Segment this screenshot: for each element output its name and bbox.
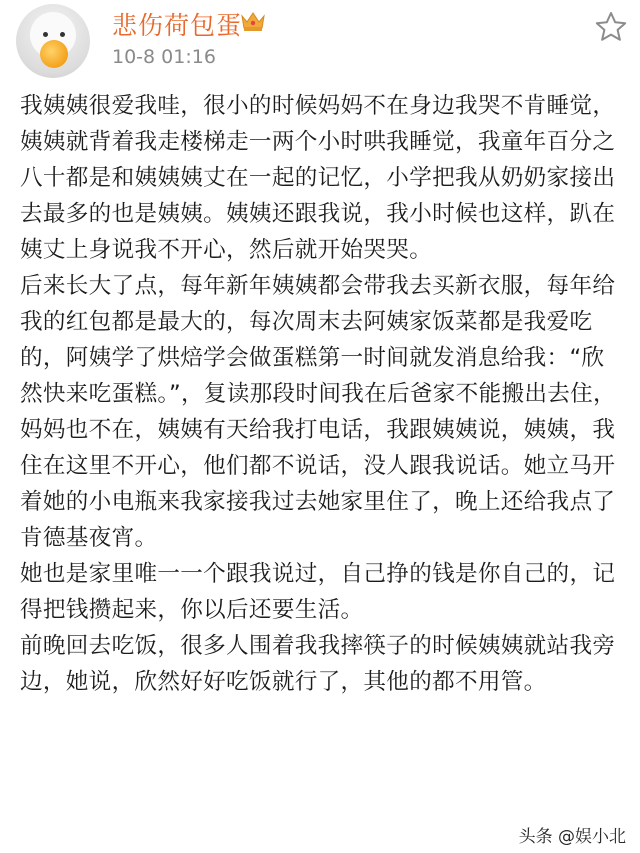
crown-icon [240, 10, 266, 32]
post-header [0, 0, 640, 80]
avatar-egg-yolk [40, 40, 68, 68]
source-watermark: 头条 @娱小北 [518, 827, 626, 847]
post-body [20, 88, 620, 700]
post-paragraph: 后来长大了点，每年新年姨姨都会带我去买新衣服，每年给我的红包都是最大的，每次周末去阿姨家饭菜都是我爱吃的，阿姨学了烘焙学会做蛋糕第一时间就发消息给我：“欣然快来吃蛋糕。”，复读那段时间我在后爸家不能搬出去住，妈妈也不在，姨姨有天给我打电话，我跟姨姨说，姨姨，我住在这里不开心，他们都不说话，没人跟我说话。她立马开着她的小电瓶来我家接我过去她家里住了，晚上还给我点了肯德基夜宵。 [20, 273, 616, 551]
avatar-eye-right [60, 32, 65, 37]
username[interactable]: 悲伤荷包蛋 [112, 11, 243, 40]
avatar-eye-left [43, 32, 48, 37]
post-paragraph: 前晚回去吃饭，很多人围着我我摔筷子的时候姨姨就站我旁边，她说，欣然好好吃饭就行了，其他的都不用管。 [20, 633, 616, 695]
star-outline-icon[interactable] [594, 10, 628, 44]
post-paragraph: 我姨姨很爱我哇，很小的时候妈妈不在身边我哭不肯睡觉，姨姨就背着我走楼梯走一两个小时哄我睡觉，我童年百分之八十都是和姨姨姨丈在一起的记忆，小学把我从奶奶家接出去最多的也是姨姨。姨姨还跟我说，我小时候也这样，趴在姨丈上身说我不开心，然后就开始哭哭。 [20, 93, 616, 263]
avatar[interactable] [16, 4, 90, 78]
post-paragraph: 她也是家里唯一一个跟我说过，自己挣的钱是你自己的，记得把钱攒起来，你以后还要生活。 [20, 561, 616, 623]
post-timestamp: 10-8 01:16 [112, 46, 216, 68]
